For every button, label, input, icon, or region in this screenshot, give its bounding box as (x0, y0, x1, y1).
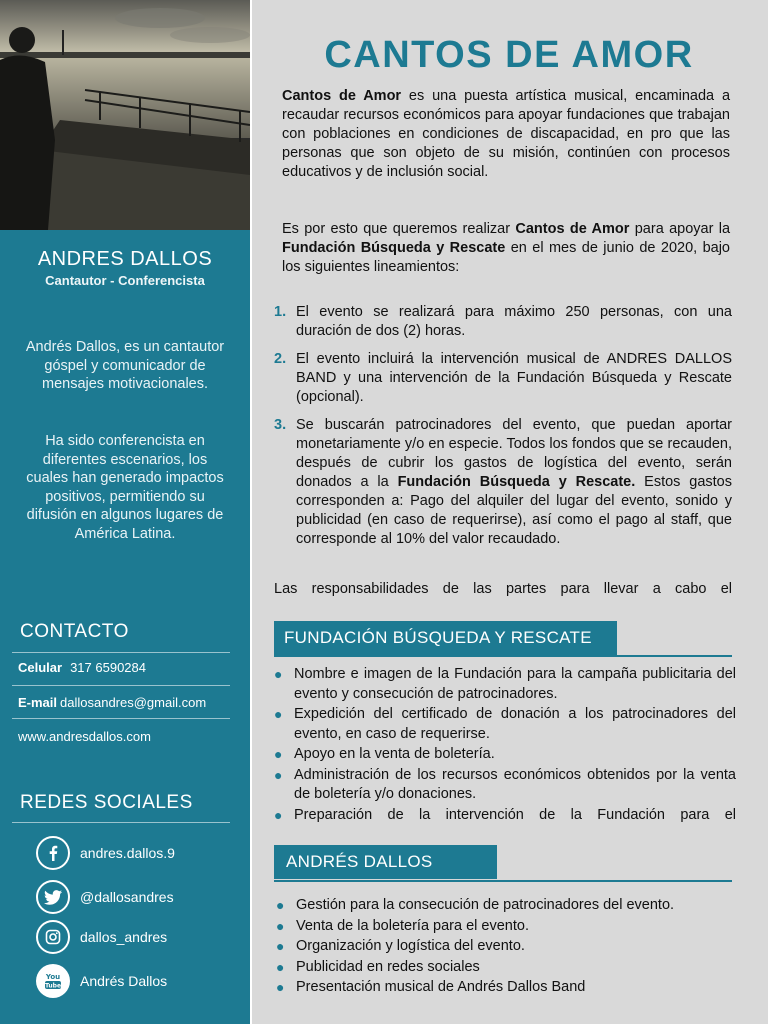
svg-text:Tube: Tube (44, 982, 62, 990)
guidelines-list (274, 303, 732, 558)
guideline-item (274, 416, 732, 549)
guideline-bold: Fundación Búsqueda y Rescate. (397, 474, 636, 490)
list-item-text: Expedición del certificado de donación a los patrocinadores del evento, en caso de requerirse. (294, 706, 736, 742)
email-link[interactable]: dallosandres@gmail.com (60, 695, 207, 710)
facebook-icon (36, 836, 70, 870)
instagram-icon (36, 920, 70, 954)
foundation-responsibilities-list (274, 665, 736, 826)
social-divider (12, 822, 230, 823)
purpose-text: en el mes de junio de 2020, bajo los siguientes lineamientos: (282, 240, 730, 275)
guideline-text (296, 416, 732, 549)
youtube-icon (36, 964, 70, 998)
profile-photo (0, 0, 250, 230)
bullet-icon: ● (276, 938, 285, 954)
list-item-text: Publicidad en redes sociales (296, 958, 480, 975)
contact-phone-row (18, 660, 146, 675)
guideline-number: 2. (274, 351, 287, 367)
guideline-number: 3. (274, 417, 287, 433)
list-item (274, 745, 736, 765)
contact-email-row (18, 695, 206, 710)
contact-heading: CONTACTO (20, 621, 129, 642)
sidebar-role: Cantautor - Conferencista (45, 273, 205, 288)
list-item (274, 705, 736, 744)
list-item-text: Apoyo en la venta de boletería. (294, 746, 495, 762)
social-twitter[interactable] (36, 880, 174, 914)
lake-photo-illustration (0, 0, 250, 230)
list-item (274, 806, 736, 826)
intro-bold: Cantos de Amor (282, 88, 402, 104)
guideline-number: 1. (274, 304, 287, 320)
contact-divider (12, 685, 230, 686)
social-instagram[interactable] (36, 920, 167, 954)
social-heading: REDES SOCIALES (20, 792, 193, 813)
svg-text:You: You (45, 973, 61, 981)
email-label: E-mail (18, 695, 58, 710)
list-item (274, 766, 736, 805)
guideline-item (274, 350, 732, 407)
list-item-text: Venta de la boletería para el evento. (296, 917, 529, 934)
social-youtube[interactable] (36, 964, 167, 998)
list-item (274, 665, 736, 704)
contact-divider (12, 652, 230, 653)
website-link[interactable]: www.andresdallos.com (18, 729, 151, 744)
list-item-text: Gestión para la consecución de patrocinadores del evento. (296, 897, 675, 913)
list-item (276, 917, 738, 937)
andres-heading-rule (274, 880, 732, 882)
purpose-bold: Fundación Búsqueda y Rescate (282, 240, 506, 256)
list-item-text: Organización y logística del evento. (296, 938, 525, 954)
foundation-heading: FUNDACIÓN BÚSQUEDA Y RESCATE (274, 621, 617, 655)
bullet-icon: ● (274, 806, 283, 823)
list-item-text: Presentación musical de Andrés Dallos Band (296, 979, 586, 995)
bullet-icon: ● (274, 706, 283, 722)
purpose-bold: Cantos de Amor (515, 221, 630, 237)
intro-text: es una puesta artística musical, encaminada a recaudar recursos económicos para apoyar fundaciones que trabajan con poblaciones en condiciones de discapacidad, en pro que las personas que son objeto de su misión, continúen con procesos educativos y de inclusión social. (282, 88, 731, 180)
instagram-handle: dallos_andres (80, 929, 168, 945)
youtube-handle: Andrés Dallos (80, 973, 168, 989)
sidebar-bio-paragraph: Ha sido conferencista en diferentes escenarios, los cuales han generado impactos positivos, permitiendo su difusión en algunos lugares de América Latina. (26, 433, 224, 542)
andres-responsibilities-list (276, 896, 738, 999)
guideline-text-part: Se buscarán patrocinadores del evento, que puedan aportar monetariamente y/o en especie. Todos los fondos que se recauden, después de cubrir los gastos de logística del evento, serán donados a la (296, 417, 732, 490)
sidebar-bio-paragraph: Andrés Dallos, es un cantautor góspel y comunicador de mensajes motivacionales. (25, 339, 225, 392)
contact-divider (12, 718, 230, 719)
list-item (276, 958, 738, 978)
sidebar (0, 0, 250, 1024)
list-item-text: Nombre e imagen de la Fundación para la campaña publicitaria del evento y consecución de patrocinadores. (294, 666, 736, 702)
twitter-icon (36, 880, 70, 914)
bullet-icon: ● (276, 979, 285, 995)
responsibilities-text: Las responsabilidades de las partes para llevar a cabo el (274, 581, 732, 597)
guideline-text-part: Estos gastos corresponden a: Pago del alquiler del lugar del evento, sonido y publicidad (en caso de requerirse), así como el pago al staff, que corresponde al 10% del valor recaudado. (296, 474, 732, 547)
bullet-icon: ● (276, 897, 285, 913)
facebook-handle: andres.dallos.9 (80, 845, 175, 861)
phone-number[interactable]: 317 6590284 (70, 660, 146, 675)
purpose-paragraph (282, 220, 730, 277)
guideline-text: El evento incluirá la intervención musical de ANDRES DALLOS BAND y una intervención de la Fundación Búsqueda y Rescate (opcional). (296, 351, 732, 405)
list-item-text: Preparación de la intervención de la Fundación para el (294, 806, 736, 823)
list-item (276, 978, 738, 998)
list-item (276, 937, 738, 957)
page-title: CANTOS DE AMOR (324, 34, 694, 76)
guideline-item (274, 303, 732, 341)
guideline-text: El evento se realizará para máximo 250 personas, con una duración de dos (2) horas. (296, 304, 732, 339)
bullet-icon: ● (276, 917, 285, 934)
phone-label: Celular (18, 660, 63, 675)
intro-paragraph (282, 87, 730, 182)
andres-heading: ANDRÉS DALLOS (274, 845, 497, 879)
bullet-icon: ● (274, 666, 283, 682)
purpose-text: para apoyar la (629, 221, 731, 237)
purpose-text: Es por esto que queremos realizar (282, 221, 516, 237)
list-item (276, 896, 738, 916)
bullet-icon: ● (274, 766, 283, 783)
sidebar-name: ANDRES DALLOS (37, 248, 213, 270)
bullet-icon: ● (274, 746, 283, 762)
foundation-heading-rule (274, 655, 732, 657)
list-item-text: Administración de los recursos económicos obtenidos por la venta de boletería y/o donaciones. (294, 766, 736, 802)
bullet-icon: ● (276, 958, 285, 975)
sidebar-border (250, 0, 252, 1024)
social-facebook[interactable] (36, 836, 175, 870)
twitter-handle: @dallosandres (80, 889, 174, 905)
